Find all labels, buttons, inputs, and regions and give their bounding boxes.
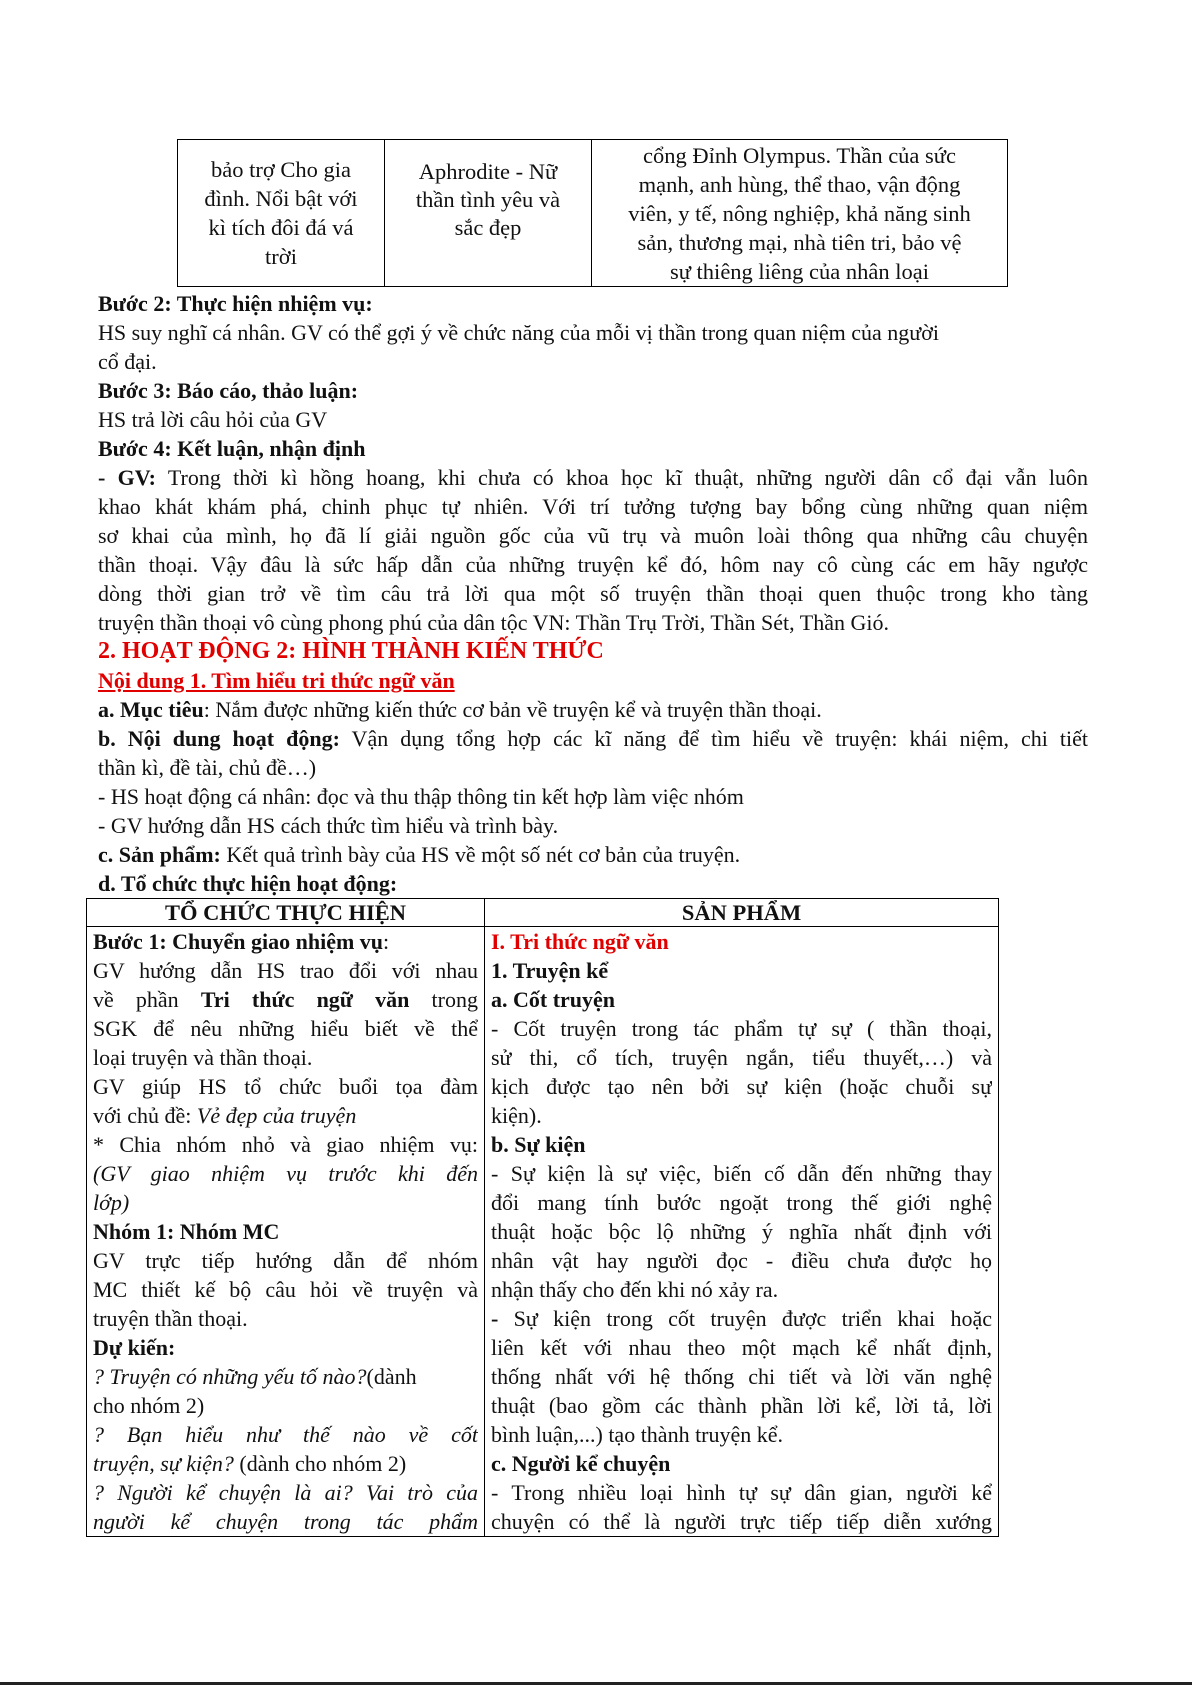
cell-line: chuyện có thể là người trực tiếp tiếp diễn xướng bbox=[491, 1509, 992, 1534]
column-header: TỔ CHỨC THỰC HIỆN bbox=[87, 899, 485, 927]
cell-line: trời bbox=[265, 244, 297, 269]
cell-line: cho nhóm 2) bbox=[93, 1393, 205, 1418]
cell-line bbox=[93, 1101, 478, 1130]
cell-line: bình luận,...) tạo thành truyện kể. bbox=[491, 1422, 784, 1447]
table-row bbox=[87, 927, 999, 1537]
cell-line: a. Cốt truyện bbox=[491, 987, 616, 1012]
step4-line: dòng thời gian trở về tìm câu trả lời qua một số truyện thần thoại quen thuộc trong kho tàng bbox=[98, 581, 1088, 606]
step3-heading: Bước 3: Báo cáo, thảo luận: bbox=[98, 378, 359, 403]
cell-line: thần tình yêu và bbox=[415, 187, 561, 212]
column-header: SẢN PHẨM bbox=[485, 899, 999, 927]
cell-line: Dự kiến: bbox=[93, 1335, 176, 1360]
cell-line: b. Sự kiện bbox=[491, 1132, 586, 1157]
left-cell bbox=[87, 927, 485, 1537]
cell-line: - Cốt truyện trong tác phẩm tự sự ( thần thoại, bbox=[491, 1016, 992, 1041]
cell-line: thuật (bao gồm các thành phần lời kể, lời tả, lời bbox=[491, 1393, 992, 1418]
cell-line bbox=[93, 927, 478, 956]
activity-content-line bbox=[98, 724, 1088, 753]
cell-line: Aphrodite - Nữ bbox=[418, 159, 558, 184]
cell-line: kịch được tạo nên bởi sự kiện (hoặc chuỗi sự bbox=[491, 1074, 992, 1099]
cell-line: c. Người kể chuyện bbox=[491, 1451, 671, 1476]
activity-content-label: b. Nội dung hoạt động: bbox=[98, 726, 340, 751]
cell-line: viên, y tế, nông nghiệp, khả năng sinh bbox=[628, 200, 971, 226]
step4-line: khao khát khám phá, chinh phục tự nhiên. Với trí tưởng tượng bay bổng cùng những quan niệm bbox=[98, 494, 1088, 519]
product-label: c. Sản phẩm: bbox=[98, 842, 221, 867]
objective-label: a. Mục tiêu bbox=[98, 697, 204, 722]
text: về phần bbox=[93, 987, 201, 1012]
step3-line: HS trả lời câu hỏi của GV bbox=[98, 407, 328, 432]
right-cell bbox=[485, 927, 999, 1537]
cell-line: - Trong nhiều loại hình tự sự dân gian, người kể bbox=[491, 1480, 992, 1505]
cell-line: đổi mang tính bước ngoặt trong thế giới nghệ bbox=[491, 1190, 992, 1215]
cell-line: loại truyện và thần thoại. bbox=[93, 1045, 313, 1070]
table-cell bbox=[592, 140, 1008, 287]
organization-heading: d. Tổ chức thực hiện hoạt động: bbox=[98, 871, 398, 896]
italic-text: ? Truyện có những yếu tố nào? bbox=[93, 1364, 367, 1389]
gods-table-continuation bbox=[177, 139, 1008, 287]
step4-line bbox=[98, 463, 1088, 492]
text: trong bbox=[409, 987, 478, 1012]
objective-text: : Nắm được những kiến thức cơ bản về truyện kể và truyện thần thoại. bbox=[203, 697, 822, 722]
cell-line bbox=[93, 1449, 478, 1478]
objective-line bbox=[98, 695, 1088, 724]
text: với chủ đề: bbox=[93, 1103, 197, 1128]
table-cell bbox=[178, 140, 385, 287]
cell-line: Nhóm 1: Nhóm MC bbox=[93, 1219, 280, 1244]
step4-line: sơ khai của mình, họ đã lí giải nguồn gốc của vũ trụ và muôn loài thông qua những câu chuyện bbox=[98, 523, 1088, 548]
cell-line: sự thiêng liêng của nhân loại bbox=[669, 258, 929, 284]
cell-line: cổng Đỉnh Olympus. Thần của sức bbox=[643, 142, 956, 168]
colon: : bbox=[383, 929, 390, 954]
step2-line: cổ đại. bbox=[98, 349, 157, 374]
cell-line: kì tích đôi đá vá bbox=[208, 215, 354, 240]
activity-item: - GV hướng dẫn HS cách thức tìm hiểu và trình bày. bbox=[98, 813, 559, 838]
text: (dành bbox=[366, 1364, 417, 1389]
bold-dash: - bbox=[491, 1306, 514, 1331]
table-row bbox=[178, 140, 1008, 287]
cell-line: bảo trợ Cho gia bbox=[211, 157, 351, 182]
step4-line: thần thoại. Vậy đâu là sức hấp dẫn của những truyện kể đó, hôm nay cô cùng các em hãy ngược bbox=[98, 552, 1088, 577]
cell-line: nhân vật hay người đọc - điều chưa được họ bbox=[491, 1248, 992, 1273]
cell-line: (GV giao nhiệm vụ trước khi đến bbox=[93, 1161, 478, 1186]
table-cell bbox=[385, 140, 592, 287]
cell-line: người kể chuyện trong tác phẩm bbox=[93, 1509, 478, 1534]
cell-line: lớp) bbox=[93, 1190, 130, 1215]
gv-label: - GV: bbox=[98, 465, 156, 490]
step4-text: Trong thời kì hồng hoang, khi chưa có khoa học kĩ thuật, những người dân cổ đại vẫn luôn bbox=[155, 465, 1088, 490]
cell-line bbox=[491, 1304, 992, 1333]
text: (dành cho nhóm 2) bbox=[233, 1451, 407, 1476]
cell-line: nhận thấy cho đến khi nó xảy ra. bbox=[491, 1277, 779, 1302]
cell-line: MC thiết kế bộ câu hỏi về truyện và bbox=[93, 1277, 478, 1302]
cell-line: truyện thần thoại. bbox=[93, 1306, 248, 1331]
step2-heading: Bước 2: Thực hiện nhiệm vụ: bbox=[98, 291, 373, 316]
cell-line: mạnh, anh hùng, thể thao, vận động bbox=[638, 171, 961, 197]
cell-line: GV trực tiếp hướng dẫn để nhóm bbox=[93, 1248, 478, 1273]
bold-text: Tri thức ngữ văn bbox=[200, 987, 410, 1012]
cell-line: SGK để nêu những hiểu biết về thể bbox=[93, 1016, 478, 1041]
activity2-heading: 2. HOẠT ĐỘNG 2: HÌNH THÀNH KIẾN THỨC bbox=[98, 638, 604, 664]
cell-line: thuật hoặc bộc lộ những ý nghĩa nhất định với bbox=[491, 1219, 992, 1244]
cell-line: đình. Nổi bật với bbox=[204, 186, 358, 211]
activity-content-text: Vận dụng tổng hợp các kĩ năng để tìm hiểu về truyện: khái niệm, chi tiết bbox=[339, 726, 1088, 751]
cell-line: ? Người kể chuyện là ai? Vai trò của bbox=[93, 1480, 478, 1505]
product-line bbox=[98, 840, 1088, 869]
cell-line: ? Bạn hiểu như thế nào về cốt bbox=[93, 1422, 478, 1447]
cell-line: * Chia nhóm nhỏ và giao nhiệm vụ: bbox=[93, 1132, 478, 1157]
table-header-row bbox=[87, 899, 999, 927]
activity-content-line: thần kì, đề tài, chủ đề…) bbox=[98, 755, 317, 780]
cell-line bbox=[93, 985, 478, 1014]
step1-heading: Bước 1: Chuyển giao nhiệm vụ bbox=[93, 929, 384, 954]
text: Sự kiện trong cốt truyện được triển khai hoặc bbox=[513, 1306, 992, 1331]
cell-line: GV giúp HS tổ chức buổi tọa đàm bbox=[93, 1074, 478, 1099]
step4-line: truyện thần thoại vô cùng phong phú của dân tộc VN: Thần Trụ Trời, Thần Sét, Thần Gió. bbox=[98, 610, 889, 635]
cell-line: sản, thương mại, nhà tiên tri, bảo vệ bbox=[637, 229, 962, 255]
italic-text: truyện, sự kiện? bbox=[93, 1451, 234, 1476]
cell-line: thống nhất với hệ thống chi tiết và lời văn nghệ bbox=[491, 1364, 992, 1389]
cell-line: - Sự kiện là sự việc, biến cố dẫn đến những thay bbox=[491, 1161, 992, 1186]
cell-line: GV hướng dẫn HS trao đổi với nhau bbox=[93, 958, 478, 983]
content1-heading: Nội dung 1. Tìm hiểu tri thức ngữ văn bbox=[98, 668, 455, 693]
italic-text: Vẻ đẹp của truyện bbox=[196, 1103, 357, 1128]
cell-line: sử thi, cổ tích, truyện ngắn, tiểu thuyết,…) và bbox=[491, 1045, 992, 1070]
cell-line: kiện). bbox=[491, 1103, 542, 1128]
cell-line bbox=[93, 1362, 478, 1391]
product-text: Kết quả trình bày của HS về một số nét cơ bản của truyện. bbox=[220, 842, 741, 867]
step4-heading: Bước 4: Kết luận, nhận định bbox=[98, 436, 366, 461]
cell-line: I. Tri thức ngữ văn bbox=[491, 929, 669, 954]
activity-table bbox=[86, 898, 999, 1537]
cell-line: sắc đẹp bbox=[454, 215, 522, 240]
cell-line: 1. Truyện kể bbox=[491, 958, 609, 983]
step2-line: HS suy nghĩ cá nhân. GV có thể gợi ý về chức năng của mỗi vị thần trong quan niệm của người bbox=[98, 320, 939, 345]
activity-item: - HS hoạt động cá nhân: đọc và thu thập thông tin kết hợp làm việc nhóm bbox=[98, 784, 744, 809]
cell-line: liên kết với nhau theo một mạch kể nhất định, bbox=[491, 1335, 992, 1360]
